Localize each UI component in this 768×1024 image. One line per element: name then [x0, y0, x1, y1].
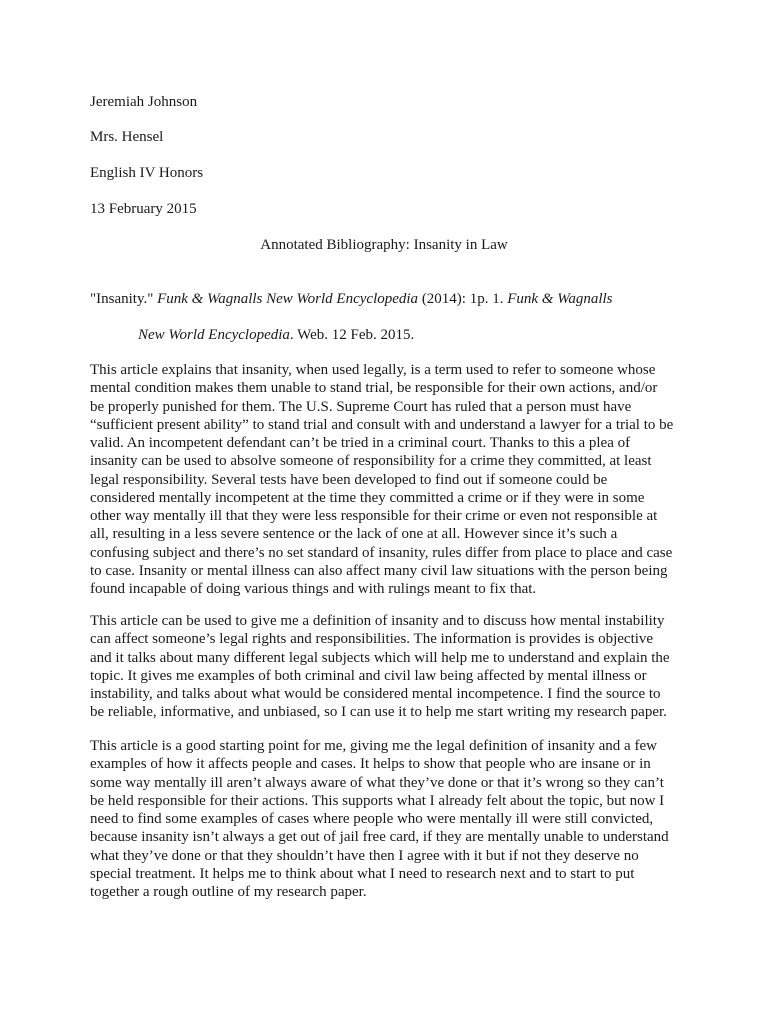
citation-line-1: [90, 290, 613, 308]
teacher-name: Mrs. Hensel: [90, 129, 164, 145]
citation-source: Funk & Wagnalls New World Encyclopedia: [157, 291, 419, 307]
document-title: Annotated Bibliography: Insanity in Law: [260, 237, 508, 253]
citation-publisher-2: New World Encyclopedia: [138, 327, 290, 343]
evaluation-paragraph: This article can be used to give me a definition of insanity and to discuss how mental instability can affect someone’s legal rights and responsibilities. The information is provides is objective and it talks about many different legal subjects which will help me to understand and explain the topic. It gives me examples of both criminal and civil law being affected by mental illness or instability, and talks about what would be considered mental incompetence. I find the source to be reliable, informative, and unbiased, so I can use it to help me start writing my research paper.: [90, 613, 670, 721]
citation-article: "Insanity.": [90, 291, 154, 307]
citation-publisher-1: Funk & Wagnalls: [507, 291, 613, 307]
citation-details: (2014): 1p. 1.: [421, 291, 504, 307]
citation-access: . Web. 12 Feb. 2015.: [289, 327, 415, 343]
course-name: English IV Honors: [90, 165, 204, 181]
citation-line-2: [138, 326, 414, 344]
date: 13 February 2015: [90, 201, 197, 217]
reflection-paragraph: This article is a good starting point for me, giving me the legal definition of insanity and a few examples of how it affects people and cases. It helps to show that people who are insane or in some way mentally ill aren’t always aware of what they’ve done or that it’s wrong so they can’t be held responsible for their actions. This supports what I already felt about the topic, but now I need to find some examples of cases where people who were mentally ill were still convicted, because insanity isn’t always a get out of jail free card, if they are mentally unable to understand what they’ve done or that they shouldn’t have then I agree with it but if not they deserve no special treatment. It helps me to think about what I need to research next and to start to put together a rough outline of my research paper.: [90, 738, 669, 900]
summary-paragraph: This article explains that insanity, when used legally, is a term used to refer to someone whose mental condition makes them unable to stand trial, be responsible for their own actions, and/or be properly punished for them. The U.S. Supreme Court has ruled that a person must have “sufficient present ability” to stand trial and consult with and understand a lawyer for a trial to be valid. An incompetent defendant can’t be tried in a criminal court. Thanks to this a plea of insanity can be used to absolve someone of responsibility for a crime they committed, at least legal responsibility. Several tests have been developed to find out if someone could be considered mentally incompetent at the time they committed a crime or if they were in some other way mentally ill that they were less responsible for their crime or even not responsible at all, resulting in a less severe sentence or the lack of one at all. However since it’s such a confusing subject and there’s no set standard of insanity, rules differ from place to place and case to case. Insanity or mental illness can also affect many civil law situations with the person being found incapable of doing various things and with rulings meant to fix that.: [90, 362, 674, 597]
student-name: Jeremiah Johnson: [90, 94, 198, 110]
